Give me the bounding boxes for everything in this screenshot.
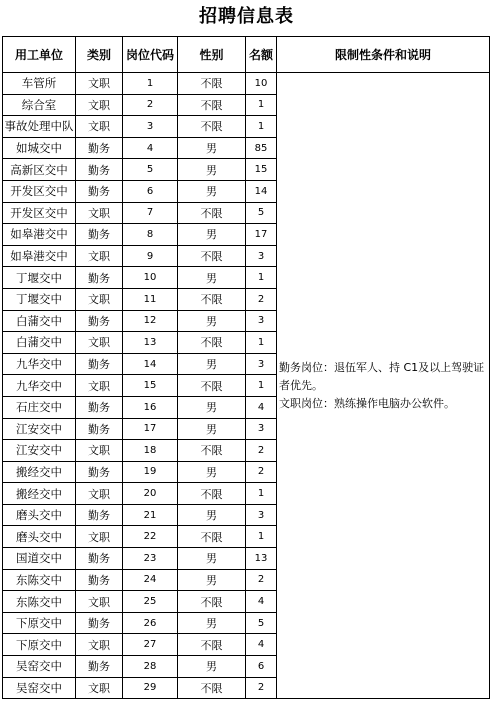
cell-unit: 开发区交中 [3, 180, 76, 202]
cell-quota: 13 [246, 548, 277, 570]
cell-position-code: 25 [123, 591, 178, 613]
note-clerical-requirement: 文职岗位：熟练操作电脑办公软件。 [279, 396, 455, 410]
cell-position-code: 7 [123, 202, 178, 224]
cell-quota: 17 [246, 224, 277, 246]
cell-category: 文职 [76, 288, 123, 310]
cell-category: 勤务 [76, 180, 123, 202]
cell-quota: 6 [246, 656, 277, 678]
cell-gender: 男 [178, 461, 246, 483]
cell-category: 文职 [76, 375, 123, 397]
header-category: 类别 [76, 37, 123, 73]
cell-unit: 磨头交中 [3, 504, 76, 526]
cell-unit: 九华交中 [3, 375, 76, 397]
cell-gender: 男 [178, 310, 246, 332]
cell-unit: 搬经交中 [3, 483, 76, 505]
conditions-note [277, 73, 490, 699]
cell-quota: 3 [246, 504, 277, 526]
cell-unit: 综合室 [3, 94, 76, 116]
table-body [3, 73, 490, 699]
cell-position-code: 12 [123, 310, 178, 332]
table-row [3, 73, 490, 95]
cell-quota: 15 [246, 159, 277, 181]
cell-position-code: 1 [123, 73, 178, 95]
cell-unit: 下原交中 [3, 612, 76, 634]
cell-quota: 10 [246, 73, 277, 95]
cell-unit: 开发区交中 [3, 202, 76, 224]
cell-unit: 白蒲交中 [3, 310, 76, 332]
cell-position-code: 10 [123, 267, 178, 289]
header-quota: 名额 [246, 37, 277, 73]
cell-gender: 男 [178, 396, 246, 418]
cell-position-code: 4 [123, 137, 178, 159]
cell-position-code: 20 [123, 483, 178, 505]
cell-quota: 1 [246, 332, 277, 354]
cell-quota: 3 [246, 418, 277, 440]
cell-position-code: 18 [123, 440, 178, 462]
cell-category: 勤务 [76, 267, 123, 289]
cell-quota: 4 [246, 396, 277, 418]
cell-position-code: 19 [123, 461, 178, 483]
header-position-code: 岗位代码 [123, 37, 178, 73]
cell-position-code: 14 [123, 353, 178, 375]
cell-gender: 男 [178, 656, 246, 678]
cell-gender: 男 [178, 418, 246, 440]
cell-position-code: 11 [123, 288, 178, 310]
cell-quota: 1 [246, 526, 277, 548]
cell-quota: 1 [246, 375, 277, 397]
cell-unit: 磨头交中 [3, 526, 76, 548]
page-title: 招聘信息表 [199, 6, 294, 27]
cell-position-code: 24 [123, 569, 178, 591]
cell-category: 勤务 [76, 461, 123, 483]
cell-gender: 不限 [178, 375, 246, 397]
cell-gender: 不限 [178, 288, 246, 310]
cell-gender: 男 [178, 267, 246, 289]
cell-gender: 男 [178, 159, 246, 181]
cell-quota: 4 [246, 591, 277, 613]
cell-unit: 东陈交中 [3, 569, 76, 591]
cell-position-code: 16 [123, 396, 178, 418]
cell-quota: 2 [246, 569, 277, 591]
cell-category: 文职 [76, 245, 123, 267]
cell-gender: 男 [178, 504, 246, 526]
cell-category: 勤务 [76, 548, 123, 570]
cell-gender: 不限 [178, 116, 246, 138]
cell-unit: 江安交中 [3, 418, 76, 440]
cell-category: 勤务 [76, 396, 123, 418]
cell-category: 勤务 [76, 612, 123, 634]
cell-quota: 1 [246, 483, 277, 505]
cell-position-code: 28 [123, 656, 178, 678]
cell-category: 文职 [76, 202, 123, 224]
cell-unit: 如城交中 [3, 137, 76, 159]
cell-category: 文职 [76, 591, 123, 613]
cell-category: 勤务 [76, 159, 123, 181]
cell-unit: 丁堰交中 [3, 267, 76, 289]
cell-unit: 吴窑交中 [3, 677, 76, 699]
cell-quota: 3 [246, 245, 277, 267]
cell-gender: 男 [178, 353, 246, 375]
cell-category: 文职 [76, 73, 123, 95]
cell-category: 文职 [76, 440, 123, 462]
cell-gender: 男 [178, 612, 246, 634]
cell-unit: 如皋港交中 [3, 224, 76, 246]
cell-position-code: 8 [123, 224, 178, 246]
cell-quota: 2 [246, 288, 277, 310]
cell-gender: 男 [178, 224, 246, 246]
cell-quota: 2 [246, 440, 277, 462]
cell-unit: 吴窑交中 [3, 656, 76, 678]
header-row [3, 37, 490, 73]
cell-unit: 高新区交中 [3, 159, 76, 181]
cell-gender: 不限 [178, 73, 246, 95]
cell-category: 勤务 [76, 418, 123, 440]
cell-quota: 14 [246, 180, 277, 202]
cell-quota: 3 [246, 353, 277, 375]
cell-unit: 白蒲交中 [3, 332, 76, 354]
cell-category: 文职 [76, 634, 123, 656]
cell-category: 文职 [76, 116, 123, 138]
cell-unit: 江安交中 [3, 440, 76, 462]
cell-category: 勤务 [76, 137, 123, 159]
cell-gender: 不限 [178, 634, 246, 656]
cell-gender: 不限 [178, 677, 246, 699]
cell-category: 勤务 [76, 310, 123, 332]
cell-unit: 车管所 [3, 73, 76, 95]
cell-category: 勤务 [76, 353, 123, 375]
cell-position-code: 15 [123, 375, 178, 397]
cell-position-code: 5 [123, 159, 178, 181]
cell-gender: 不限 [178, 94, 246, 116]
cell-position-code: 29 [123, 677, 178, 699]
cell-quota: 5 [246, 202, 277, 224]
cell-position-code: 9 [123, 245, 178, 267]
cell-position-code: 21 [123, 504, 178, 526]
cell-position-code: 26 [123, 612, 178, 634]
cell-position-code: 22 [123, 526, 178, 548]
cell-quota: 2 [246, 677, 277, 699]
cell-category: 文职 [76, 677, 123, 699]
cell-gender: 不限 [178, 202, 246, 224]
cell-category: 勤务 [76, 569, 123, 591]
cell-gender: 不限 [178, 483, 246, 505]
cell-gender: 不限 [178, 245, 246, 267]
cell-quota: 1 [246, 267, 277, 289]
cell-position-code: 3 [123, 116, 178, 138]
note-duty-requirement: 勤务岗位：退伍军人、持 C1及以上驾驶证者优先。 [279, 360, 485, 392]
cell-unit: 国道交中 [3, 548, 76, 570]
cell-gender: 不限 [178, 440, 246, 462]
cell-gender: 男 [178, 180, 246, 202]
cell-category: 勤务 [76, 656, 123, 678]
cell-gender: 不限 [178, 332, 246, 354]
cell-position-code: 6 [123, 180, 178, 202]
cell-quota: 1 [246, 94, 277, 116]
cell-gender: 男 [178, 569, 246, 591]
cell-position-code: 17 [123, 418, 178, 440]
cell-category: 文职 [76, 332, 123, 354]
header-conditions: 限制性条件和说明 [277, 37, 490, 73]
cell-quota: 2 [246, 461, 277, 483]
cell-position-code: 23 [123, 548, 178, 570]
header-gender: 性别 [178, 37, 246, 73]
cell-position-code: 13 [123, 332, 178, 354]
cell-unit: 丁堰交中 [3, 288, 76, 310]
header-unit: 用工单位 [3, 37, 76, 73]
cell-category: 文职 [76, 94, 123, 116]
cell-quota: 1 [246, 116, 277, 138]
cell-gender: 不限 [178, 591, 246, 613]
cell-quota: 5 [246, 612, 277, 634]
cell-unit: 事故处理中队 [3, 116, 76, 138]
cell-gender: 不限 [178, 526, 246, 548]
cell-gender: 男 [178, 137, 246, 159]
cell-position-code: 2 [123, 94, 178, 116]
cell-gender: 男 [178, 548, 246, 570]
recruitment-table [2, 36, 490, 699]
cell-unit: 石庄交中 [3, 396, 76, 418]
cell-category: 文职 [76, 483, 123, 505]
cell-unit: 九华交中 [3, 353, 76, 375]
cell-category: 勤务 [76, 224, 123, 246]
cell-position-code: 27 [123, 634, 178, 656]
cell-unit: 搬经交中 [3, 461, 76, 483]
cell-unit: 下原交中 [3, 634, 76, 656]
cell-quota: 3 [246, 310, 277, 332]
cell-unit: 如皋港交中 [3, 245, 76, 267]
cell-quota: 85 [246, 137, 277, 159]
cell-category: 文职 [76, 526, 123, 548]
cell-quota: 4 [246, 634, 277, 656]
cell-unit: 东陈交中 [3, 591, 76, 613]
cell-category: 勤务 [76, 504, 123, 526]
